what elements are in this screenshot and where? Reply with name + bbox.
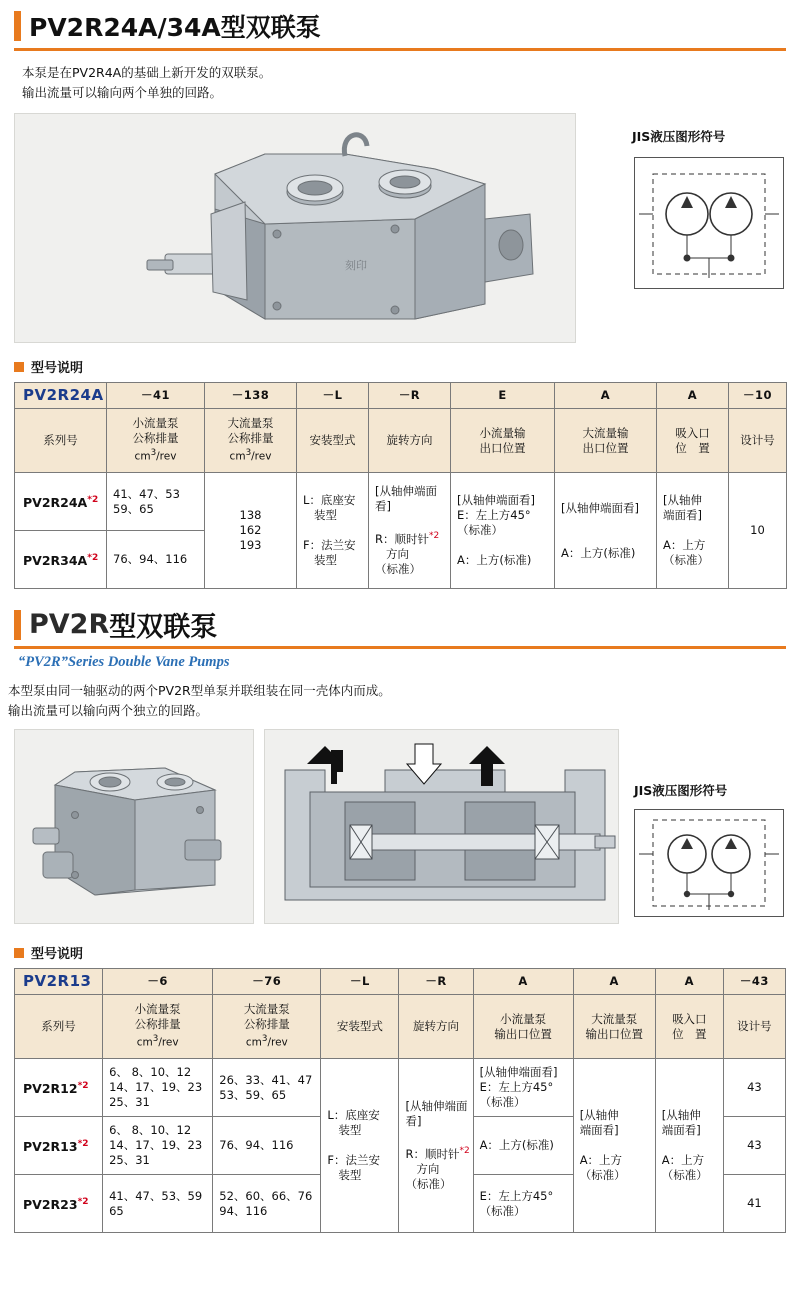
code-cell: A: [573, 969, 655, 995]
row-large-disp: 138 162 193: [205, 473, 297, 589]
row-small-outlet: [从轴伸端面看] E：左上方45° （标准） A：上方(标准): [451, 473, 555, 589]
header-cell-rotation: 旋转方向: [399, 995, 473, 1059]
header-cell-large-disp: 大流量泵 公称排量 $cm^3$/rev: [213, 995, 321, 1059]
jis-symbol-1: [634, 157, 784, 289]
accent-bar: [14, 610, 21, 640]
row-small-disp: 41、47、53、59 65: [103, 1175, 213, 1233]
pump-photo-2: [14, 729, 254, 924]
unit-cm3rev: $cm^3$/rev: [229, 448, 272, 463]
row-design: 41: [723, 1175, 785, 1233]
bullet-square-icon: [14, 362, 24, 372]
bullet-square-icon: [14, 948, 24, 958]
row-small-disp: 41、47、53 59、65: [107, 473, 205, 531]
intro2-line-2: 输出流量可以输向两个独立的回路。: [8, 703, 209, 718]
header-cell-large-outlet: 大流量输 出口位置: [555, 409, 657, 473]
row-small-outlet: [从轴伸端面看] E：左上方45° （标准）: [473, 1059, 573, 1117]
document-page: [0, 8, 800, 1304]
table-row: [15, 1059, 786, 1117]
code-cell: －41: [107, 383, 205, 409]
section2-spec-heading: [14, 943, 800, 962]
unit-cm3rev: $cm^3$/rev: [245, 1034, 288, 1049]
row-large-outlet: [从轴伸 端面看] A：上方 （标准）: [573, 1059, 655, 1233]
code-cell: －76: [213, 969, 321, 995]
row-large-outlet: [从轴伸端面看] A：上方(标准): [555, 473, 657, 589]
table-header-row-1: [15, 409, 787, 473]
spec-heading-text-2: 型号说明: [31, 947, 84, 962]
code-cell: －R: [369, 383, 451, 409]
code-cell: －L: [321, 969, 399, 995]
footnote-marker: *2: [87, 552, 99, 563]
row-model: [15, 1059, 103, 1117]
row-large-disp: 26、33、41、47 53、59、65: [213, 1059, 321, 1117]
header-cell-large-outlet: 大流量泵 输出口位置: [573, 995, 655, 1059]
intro-line-2: 输出流量可以输向两个单独的回路。: [22, 85, 223, 100]
row-model: [15, 1117, 103, 1175]
section2-title-pv: PV2R: [29, 609, 110, 640]
code-cell: E: [451, 383, 555, 409]
spec-table-1: [14, 382, 787, 589]
row-mount: L：底座安 装型 F：法兰安 装型: [297, 473, 369, 589]
model-name: PV2R23: [23, 1197, 78, 1213]
row-large-disp: 76、94、116: [213, 1117, 321, 1175]
header-cell-rotation: 旋转方向: [369, 409, 451, 473]
footnote-marker: *2: [77, 1138, 89, 1149]
page-title: PV2R24A/34A型双联泵: [29, 13, 321, 42]
row-suction: [从轴伸 端面看] A：上方 （标准）: [655, 1059, 723, 1233]
model-name: PV2R24A: [23, 495, 88, 511]
spec-table-2: [14, 968, 786, 1233]
accent-bar: [14, 11, 21, 41]
intro2-line-1: 本型泵由同一轴驱动的两个PV2R型单泵并联组装在同一壳体内而成。: [8, 683, 391, 698]
code-cell: －L: [297, 383, 369, 409]
model-name: PV2R34A: [23, 553, 88, 569]
section1-title-band: [14, 8, 786, 51]
jis-label-1: JIS液压图形符号: [632, 129, 726, 144]
row-mount: L：底座安 装型 F：法兰安 装型: [321, 1059, 399, 1233]
code-cell: A: [473, 969, 573, 995]
pump-photo-1: [14, 113, 576, 343]
header-cell-series: 系列号: [15, 995, 103, 1059]
row-design: 43: [723, 1059, 785, 1117]
unit-cm3rev: $cm^3$/rev: [136, 1034, 179, 1049]
row-model: [15, 531, 107, 589]
spec-heading-text-1: 型号说明: [31, 361, 84, 376]
header-cell-suction: 吸入口 位 置: [655, 995, 723, 1059]
row-small-disp: 6、 8、10、12 14、17、19、23 25、31: [103, 1059, 213, 1117]
model-name: PV2R13: [23, 1139, 78, 1155]
row-small-outlet: E：左上方45° （标准）: [473, 1175, 573, 1233]
row-small-disp: 6、 8、10、12 14、17、19、23 25、31: [103, 1117, 213, 1175]
header-cell-small-disp: 小流量泵 公称排量 $cm^3$/rev: [103, 995, 213, 1059]
header-cell-mount: 安装型式: [321, 995, 399, 1059]
code-cell: PV2R13: [15, 969, 103, 995]
section1-spec-heading: [14, 357, 800, 376]
section1-figure-row: [14, 113, 786, 343]
section2-title-wrap: [14, 605, 786, 671]
section2-title-cn: 型双联泵: [109, 612, 218, 643]
header-cell-design: 设计号: [729, 409, 787, 473]
code-cell: PV2R24A: [15, 383, 107, 409]
header-cell-suction: 吸入口 位 置: [657, 409, 729, 473]
row-model: [15, 1175, 103, 1233]
row-design: 10: [729, 473, 787, 589]
header-cell-small-disp: 小流量泵 公称排量 $cm^3$/rev: [107, 409, 205, 473]
table-row: [15, 473, 787, 531]
row-small-outlet: A：上方(标准): [473, 1117, 573, 1175]
section2-subtitle: “PV2R”Series Double Vane Pumps: [18, 654, 230, 670]
row-small-disp: 76、94、116: [107, 531, 205, 589]
row-suction: [从轴伸 端面看] A：上方 （标准）: [657, 473, 729, 589]
intro-line-1: 本泵是在PV2R4A的基础上新开发的双联泵。: [22, 65, 272, 80]
footnote-marker: *2: [87, 494, 99, 505]
table-code-row-2: [15, 969, 786, 995]
row-rotation: [从轴伸端面看] R：顺时针$^{*2}$ 方向 （标准）: [399, 1059, 473, 1233]
unit-cm3rev: $cm^3$/rev: [134, 448, 177, 463]
code-cell: A: [655, 969, 723, 995]
header-cell-small-outlet: 小流量输 出口位置: [451, 409, 555, 473]
section2-title: [14, 605, 786, 649]
model-name: PV2R12: [23, 1081, 78, 1097]
header-cell-series: 系列号: [15, 409, 107, 473]
table-code-row-1: [15, 383, 787, 409]
table-header-row-2: [15, 995, 786, 1059]
row-rotation: [从轴伸端面看] R：顺时针$^{*2}$ 方向 （标准）: [369, 473, 451, 589]
code-cell: －138: [205, 383, 297, 409]
svg-text:刻印: 刻印: [345, 259, 367, 272]
pump-cross-section: [264, 729, 619, 924]
footnote-marker: *2: [77, 1080, 89, 1091]
header-cell-large-disp: 大流量泵 公称排量 $cm^3$/rev: [205, 409, 297, 473]
jis-symbol-2: [634, 809, 784, 917]
code-cell: －10: [729, 383, 787, 409]
code-cell: －R: [399, 969, 473, 995]
row-design: 43: [723, 1117, 785, 1175]
row-model: [15, 473, 107, 531]
section1-intro: [22, 63, 800, 103]
code-cell: A: [555, 383, 657, 409]
row-large-disp: 52、60、66、76 94、116: [213, 1175, 321, 1233]
code-cell: －43: [723, 969, 785, 995]
footnote-marker: *2: [77, 1196, 89, 1207]
jis-label-2: JIS液压图形符号: [634, 783, 728, 798]
section2-figure-row: [14, 729, 786, 929]
code-cell: －6: [103, 969, 213, 995]
header-cell-design: 设计号: [723, 995, 785, 1059]
header-cell-small-outlet: 小流量泵 输出口位置: [473, 995, 573, 1059]
code-cell: A: [657, 383, 729, 409]
header-cell-mount: 安装型式: [297, 409, 369, 473]
section2-intro: [8, 681, 800, 721]
